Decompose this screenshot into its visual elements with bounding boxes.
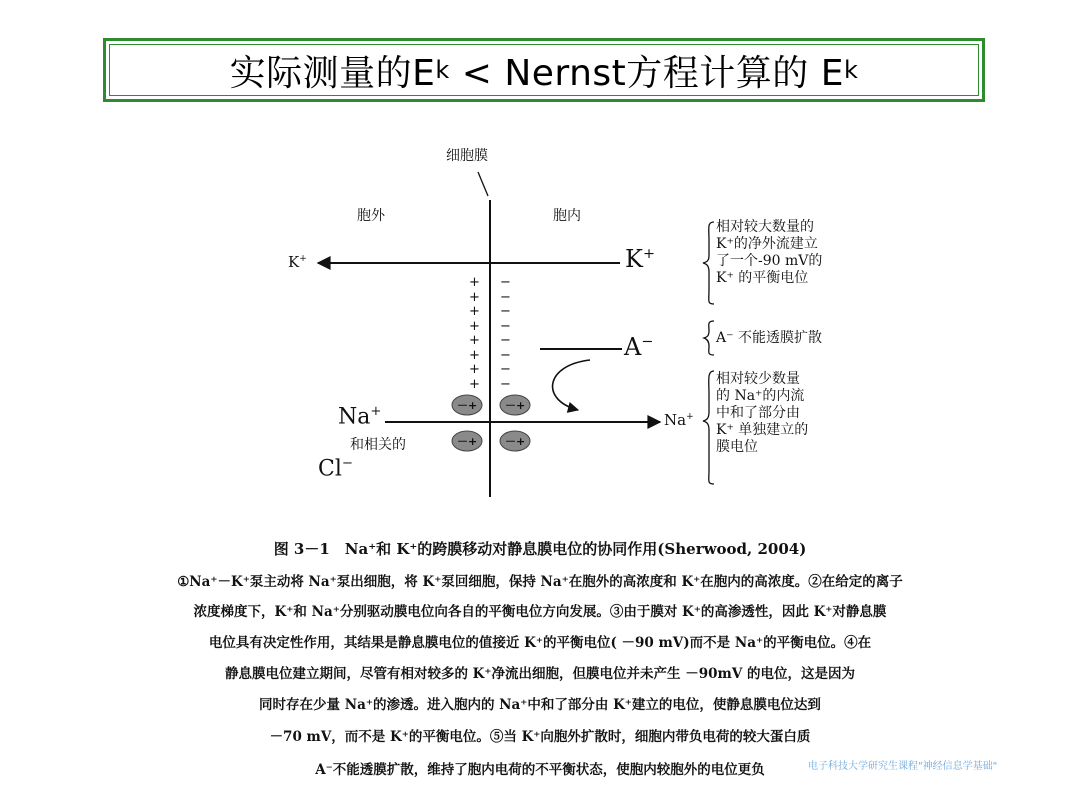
- na-note: 相对较少数量 的 Na⁺的内流 中和了部分由 K⁺ 单独建立的 膜电位: [716, 371, 809, 455]
- svg-text:+: +: [468, 399, 478, 412]
- na-left-label: Na+: [338, 404, 382, 430]
- minus-charge: −: [500, 318, 511, 334]
- minus-charge: −: [500, 347, 511, 363]
- caption-line: 电位具有决定性作用，其结果是静息膜电位的值接近 K⁺的平衡电位( －90 mV)而不是 Na⁺的平衡电位。④在: [208, 635, 872, 651]
- title-subscript-2: k: [843, 56, 859, 84]
- anion-note: A⁻ 不能透膜扩散: [716, 330, 822, 346]
- plus-charge: +: [469, 376, 480, 392]
- k-right-label: K+: [625, 245, 655, 273]
- caption-line: A⁻不能透膜扩散，维持了胞内电荷的不平衡状态，使胞内较胞外的电位更负: [315, 762, 765, 778]
- plus-charge: +: [469, 362, 480, 377]
- watermark: 电子科技大学研究生课程"神经信息学基础": [808, 761, 998, 772]
- caption-line: 同时存在少量 Na⁺的渗透。进入胞内的 Na⁺中和了部分由 K⁺建立的电位，使静息膜电位达到: [259, 697, 821, 713]
- related-label: 和相关的: [350, 437, 406, 453]
- membrane-pointer: [478, 172, 488, 196]
- plus-charge: +: [469, 275, 480, 290]
- caption-line: 浓度梯度下，K⁺和 Na⁺分别驱动膜电位向各自的平衡电位方向发展。③由于膜对 K⁺的高渗透性，因此 K⁺对静息膜: [193, 604, 887, 620]
- inside-label: 胞内: [553, 208, 581, 224]
- svg-text:+: +: [516, 399, 526, 412]
- svg-text:－: －: [505, 399, 516, 412]
- svg-text:－: －: [457, 399, 468, 412]
- membrane-label: 细胞膜: [446, 148, 488, 164]
- plus-charge: +: [469, 289, 480, 305]
- plus-charge: +: [469, 347, 480, 363]
- plus-charge: +: [469, 318, 480, 334]
- curved-arrow: [553, 360, 590, 410]
- annotation-braces: [703, 222, 714, 484]
- caption-line: －70 mV，而不是 K⁺的平衡电位。⑤当 K⁺向胞外扩散时，细胞内带负电荷的较大蛋白质: [269, 729, 811, 745]
- svg-text:－: －: [505, 435, 516, 448]
- minus-charge: −: [500, 333, 511, 348]
- title-prefix: 实际测量的E: [229, 52, 436, 94]
- minus-charge: −: [500, 275, 511, 290]
- outside-label: 胞外: [357, 208, 385, 224]
- minus-charge: −: [500, 376, 511, 392]
- minus-charge: −: [500, 289, 511, 305]
- caption-line: ①Na⁺－K⁺泵主动将 Na⁺泵出细胞，将 K⁺泵回细胞，保持 Na⁺在胞外的高浓度和 K⁺在胞内的高浓度。②在给定的离子: [177, 574, 903, 590]
- k-left-label: K+: [288, 253, 307, 271]
- svg-text:+: +: [516, 435, 526, 448]
- figure-caption-title: 图 3－1 Na⁺和 K⁺的跨膜移动对静息膜电位的协同作用(Sherwood, 2004): [273, 540, 807, 558]
- svg-text:+: +: [468, 435, 478, 448]
- svg-text:－: －: [457, 435, 468, 448]
- plus-charge: +: [469, 304, 480, 319]
- minus-charge: −: [500, 304, 511, 319]
- k-note: 相对较大数量的 K⁺的净外流建立 了一个-90 mV的 K⁺ 的平衡电位: [716, 219, 823, 286]
- plus-charge: +: [469, 333, 480, 348]
- title-subscript-1: k: [435, 56, 450, 84]
- anion-label: A−: [624, 333, 654, 361]
- title-middle: < Nernst方程计算的 E: [449, 52, 844, 94]
- minus-charge: −: [500, 362, 511, 377]
- na-right-label: Na+: [664, 411, 694, 429]
- cl-label: Cl−: [318, 456, 353, 482]
- caption-line: 静息膜电位建立期间，尽管有相对较多的 K⁺净流出细胞，但膜电位并未产生 －90mV 的电位，这是因为: [224, 666, 855, 682]
